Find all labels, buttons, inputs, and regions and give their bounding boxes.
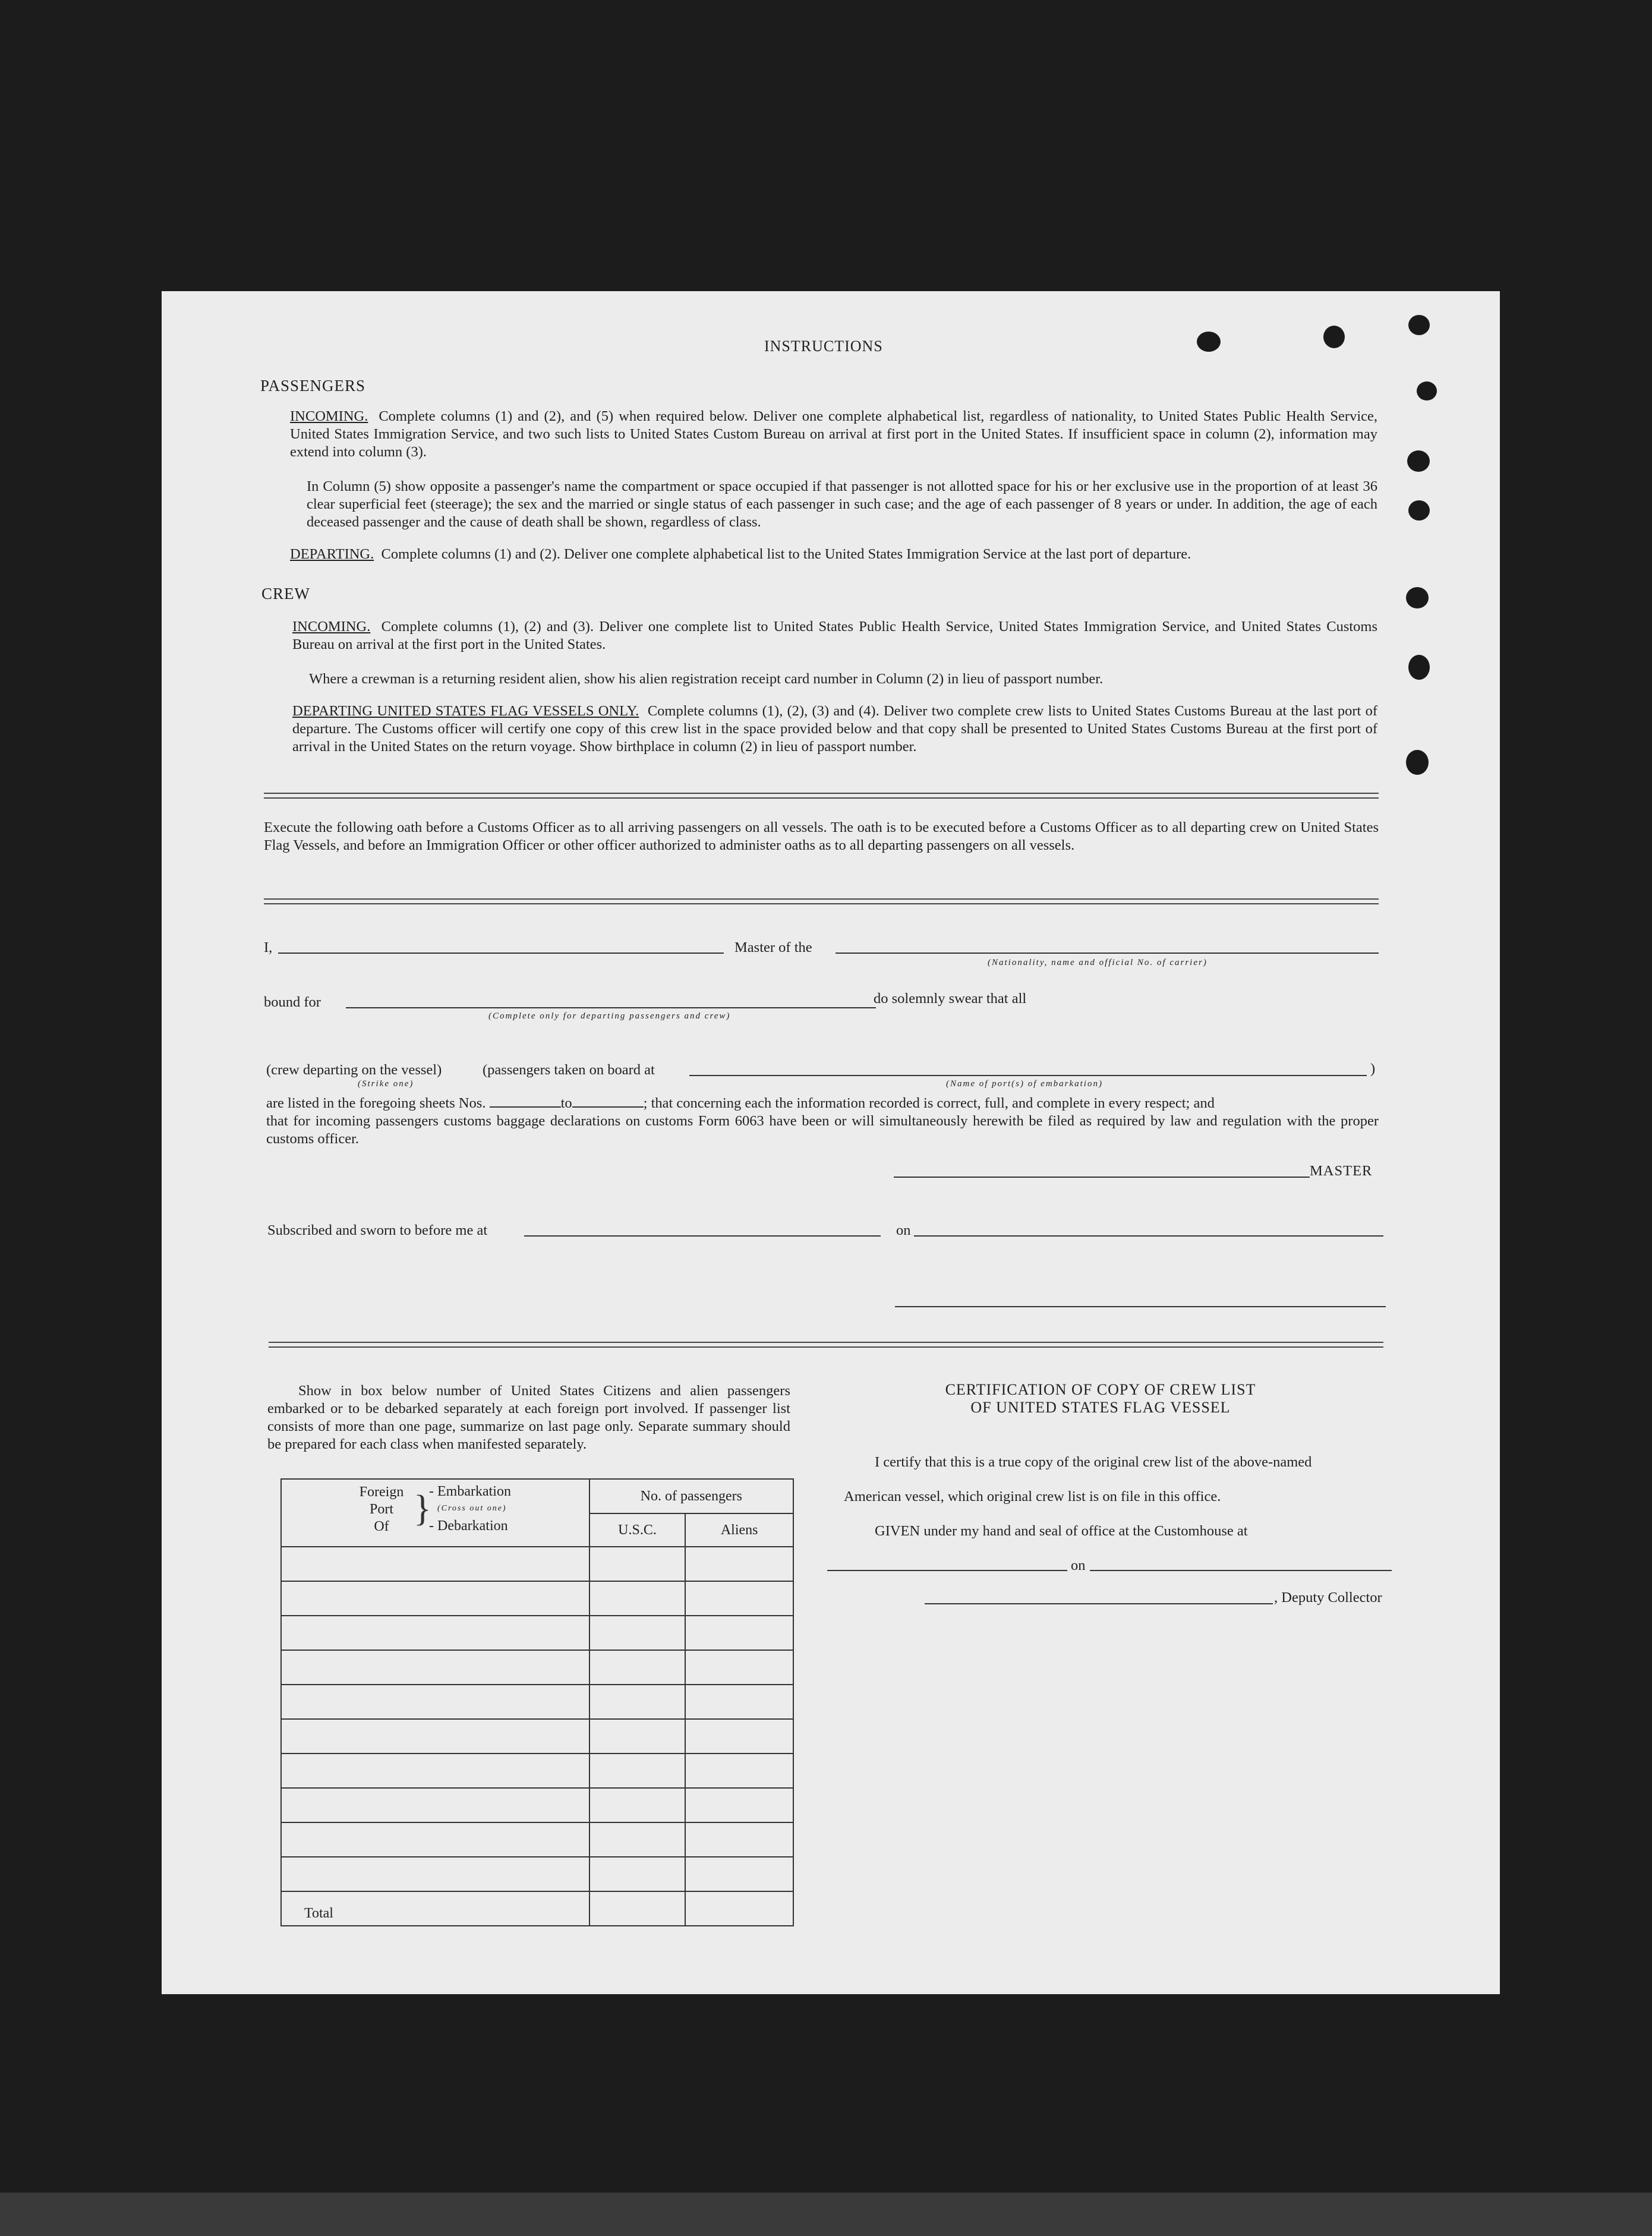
divider [264, 898, 1379, 904]
embarkation-label: - Embarkation [429, 1484, 511, 1499]
crew-heading: CREW [261, 585, 310, 603]
subscribed-on: on [896, 1222, 911, 1238]
usc-cell[interactable] [589, 1616, 686, 1650]
port-header-foreign: Foreign [359, 1484, 404, 1500]
usc-cell[interactable] [589, 1650, 686, 1685]
ports-caption: (Name of port(s) of embarkation) [946, 1079, 1103, 1089]
certification-title-line2: OF UNITED STATES FLAG VESSEL [970, 1399, 1231, 1416]
brace-icon: } [414, 1488, 431, 1529]
port-cell[interactable] [281, 1822, 589, 1857]
port-cell[interactable] [281, 1685, 589, 1719]
aliens-cell[interactable] [685, 1822, 793, 1857]
ports-line[interactable] [689, 1075, 1367, 1076]
oath-master-of-the: Master of the [734, 939, 812, 955]
passengers-heading: PASSENGERS [260, 377, 366, 395]
punch-hole [1408, 315, 1430, 335]
oath-bound-for: bound for [264, 994, 321, 1010]
oath-solemnly: do solemnly swear that all [874, 991, 1027, 1007]
oath-listed-b: ; that concerning each the information recorded is correct, full, and complete in every respect; and [643, 1095, 1215, 1111]
passengers-incoming-text: Complete columns (1) and (2), and (5) when required below. Deliver one complete alphabetical list, regardless of nationality, to United States Public Health Service, United States Immigration Service, and two such lists to United States Custom Bureau on arrival at first port in the United States. If insufficient space in column (2), information may extend into column (3). [290, 408, 1378, 460]
port-cell[interactable] [281, 1857, 589, 1891]
no-passengers-header: No. of passengers [589, 1479, 793, 1513]
oath-close-paren: ) [1370, 1061, 1376, 1077]
aliens-cell[interactable] [685, 1788, 793, 1822]
oath-i-label: I, [264, 939, 273, 955]
port-cell[interactable] [281, 1788, 589, 1822]
passengers-departing-label: DEPARTING. [290, 546, 374, 562]
instructions-title: INSTRUCTIONS [764, 338, 883, 355]
aliens-cell[interactable] [685, 1616, 793, 1650]
subscribed-date-line[interactable] [914, 1235, 1383, 1237]
debarkation-label: - Debarkation [429, 1518, 508, 1534]
certification-title-line1: CERTIFICATION OF COPY OF CREW LIST [945, 1381, 1256, 1398]
oath-listed-line [266, 1095, 1379, 1112]
form-page [162, 291, 1500, 1994]
usc-cell[interactable] [589, 1685, 686, 1719]
given-text [875, 1522, 1248, 1540]
summary-instructions: Show in box below number of United States Citizens and alien passengers embarked or to be debarked separately at each foreign port involved. If passenger list consists of more than one page, summarize on last page only. Separate summary should be prepared for each class when manifested separately. [267, 1383, 790, 1452]
aliens-cell[interactable] [685, 1719, 793, 1754]
oath-crew-departing: (crew departing on the vessel) [266, 1062, 442, 1078]
customhouse-line[interactable] [827, 1570, 1067, 1571]
crew-resident-paragraph: Where a crewman is a returning resident alien, show his alien registration receipt card number in Column (2) in lieu of passport number. [309, 671, 1104, 687]
aliens-cell[interactable] [685, 1547, 793, 1581]
punch-hole [1407, 450, 1430, 472]
oath-passengers-taken: (passengers taken on board at [483, 1062, 655, 1078]
crew-incoming-paragraph [292, 618, 1377, 654]
passengers-departing-paragraph [290, 545, 1377, 563]
deputy-collector-label: , Deputy Collector [1274, 1590, 1382, 1606]
sheet-from-field[interactable] [490, 1106, 561, 1108]
port-header-cell [281, 1479, 589, 1547]
bound-caption: (Complete only for departing passengers and crew) [488, 1011, 731, 1021]
oath-listed-rest: that for incoming passengers customs baggage declarations on customs Form 6063 have been or will simultaneously herewith be filed as required by law and regulation with the proper customs officer. [266, 1113, 1379, 1147]
carrier-line[interactable] [836, 953, 1379, 954]
usc-cell[interactable] [589, 1754, 686, 1788]
aliens-cell[interactable] [685, 1754, 793, 1788]
scanner-bottom-band [0, 2193, 1652, 2236]
usc-cell[interactable] [589, 1857, 686, 1891]
passengers-incoming-paragraph [290, 408, 1377, 461]
subscribed-label: Subscribed and sworn to before me at [267, 1222, 488, 1238]
officer-signature-line[interactable] [895, 1306, 1386, 1307]
usc-total-cell[interactable] [589, 1891, 686, 1926]
aliens-cell[interactable] [685, 1581, 793, 1616]
crew-departing-text: Complete columns (1), (2), (3) and (4). Deliver two complete crew lists to United States Customs Bureau at the last port of departure. The Customs officer will certify one copy of this crew list in the space provided below and that copy shall be presented to United States Customs Bureau at the first port of arrival in the United States on the return voyage. Show birthplace in column (2) in lieu of passport number. [292, 703, 1377, 755]
port-cell[interactable] [281, 1581, 589, 1616]
port-header-port: Port [369, 1502, 393, 1517]
passengers-departing-text: Complete columns (1) and (2). Deliver one complete alphabetical list to the United States Immigration Service at the last port of departure. [381, 546, 1191, 562]
usc-cell[interactable] [589, 1547, 686, 1581]
aliens-header: Aliens [685, 1513, 793, 1547]
oath-listed-a: are listed in the foregoing sheets Nos. [266, 1095, 486, 1111]
strike-one-caption: (Strike one) [358, 1079, 414, 1089]
crew-incoming-text: Complete columns (1), (2) and (3). Deliver one complete list to United States Public Health Service, United States Immigration Service, and United States Customs Bureau on arrival at the first port in the United States. [292, 619, 1377, 652]
certification-date-line[interactable] [1090, 1570, 1392, 1571]
master-name-line[interactable] [278, 953, 724, 954]
master-signature-line[interactable] [894, 1177, 1310, 1178]
certification-on: on [1071, 1557, 1086, 1573]
usc-cell[interactable] [589, 1581, 686, 1616]
punch-hole [1406, 587, 1429, 608]
aliens-cell[interactable] [685, 1650, 793, 1685]
deputy-signature-line[interactable] [925, 1603, 1273, 1604]
oath-intro: Execute the following oath before a Customs Officer as to all arriving passengers on all vessels. The oath is to be executed before a Customs Officer as to all departing crew on United States Flag Vessels, and before an Immigration Officer or other officer authorized to administer oaths as to all departing passengers on all vessels. [264, 819, 1379, 853]
master-label: MASTER [1310, 1163, 1373, 1179]
aliens-cell[interactable] [685, 1685, 793, 1719]
carrier-caption: (Nationality, name and official No. of carrier) [988, 958, 1208, 967]
punch-hole [1417, 381, 1437, 400]
crew-departing-paragraph [292, 702, 1377, 756]
port-cell[interactable] [281, 1547, 589, 1581]
certify-text: I certify that this is a true copy of the original crew list of the above-named [875, 1454, 1312, 1470]
port-header-of: Of [374, 1519, 389, 1534]
punch-hole [1408, 500, 1430, 521]
oath-listed-to: to [560, 1095, 572, 1111]
port-cell[interactable] [281, 1616, 589, 1650]
punch-hole [1406, 750, 1429, 775]
given-label: GIVEN under my hand and seal of office at the Customhouse at [875, 1523, 1248, 1539]
punch-hole [1197, 332, 1221, 352]
divider [264, 793, 1379, 799]
cross-out-caption: (Cross out one) [437, 1504, 507, 1513]
punch-hole [1408, 655, 1430, 680]
aliens-total-cell[interactable] [685, 1891, 793, 1926]
certification-title [833, 1381, 1368, 1417]
subscribed-place-line[interactable] [524, 1235, 881, 1237]
passenger-summary-table [280, 1478, 794, 1926]
usc-header: U.S.C. [589, 1513, 686, 1547]
sheet-to-field[interactable] [572, 1106, 644, 1108]
punch-hole [1323, 326, 1345, 348]
bound-for-line[interactable] [346, 1007, 876, 1008]
crew-departing-label: DEPARTING UNITED STATES FLAG VESSELS ONLY. [292, 703, 639, 719]
passengers-incoming-label: INCOMING. [290, 408, 368, 424]
usc-cell[interactable] [589, 1788, 686, 1822]
american-text: American vessel, which original crew list is on file in this office. [844, 1488, 1221, 1505]
port-cell[interactable] [281, 1719, 589, 1754]
port-cell[interactable] [281, 1650, 589, 1685]
total-label: Total [281, 1891, 589, 1926]
column5-paragraph: In Column (5) show opposite a passenger's name the compartment or space occupied if that passenger is not allotted space for his or her exclusive use in the proportion of at least 36 clear superficial feet (steerage); the sex and the married or single status of each passenger in such case; and the age of each passenger of 8 years or under. In addition, the age of each deceased passenger and the cause of death shall be shown, regardless of class. [307, 478, 1377, 530]
usc-cell[interactable] [589, 1822, 686, 1857]
usc-cell[interactable] [589, 1719, 686, 1754]
aliens-cell[interactable] [685, 1857, 793, 1891]
divider [269, 1342, 1383, 1348]
crew-incoming-label: INCOMING. [292, 619, 371, 635]
port-cell[interactable] [281, 1754, 589, 1788]
